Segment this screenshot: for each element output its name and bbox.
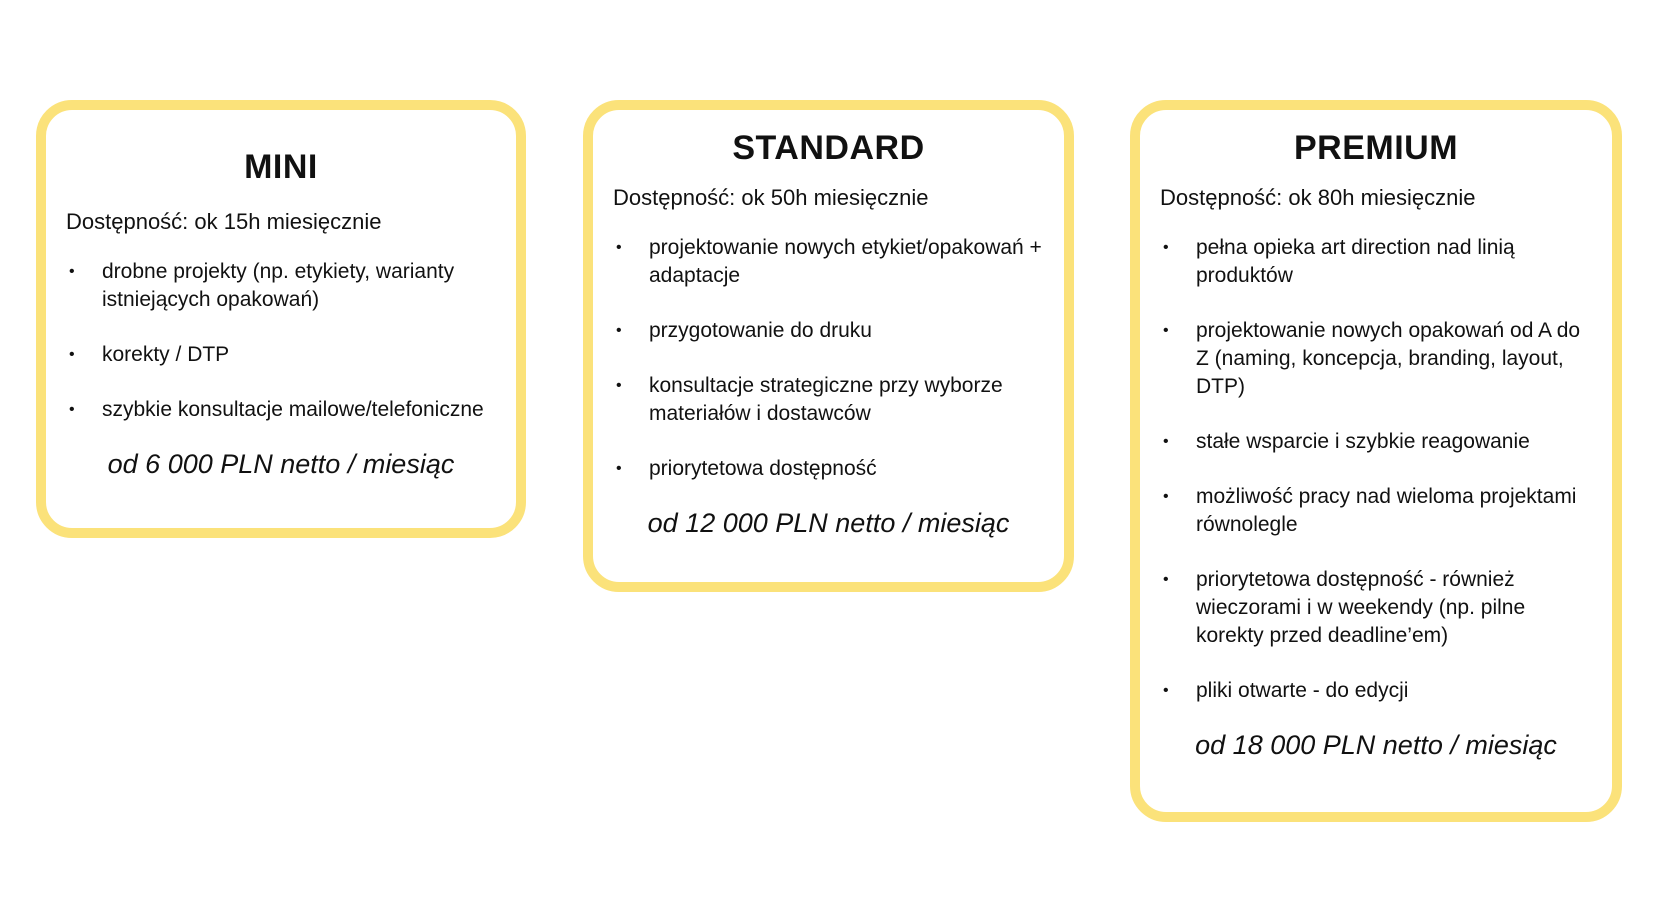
plan-price: od 18 000 PLN netto / miesiąc xyxy=(1195,730,1557,760)
feature-text: priorytetowa dostępność - również wieczorami i w weekendy (np. pilne korekty przed deadline’em) xyxy=(1196,568,1526,647)
plan-card-premium xyxy=(1130,100,1622,822)
plan-card-standard xyxy=(583,100,1074,592)
bullet-icon: • xyxy=(616,322,622,339)
bullet-icon: • xyxy=(1163,488,1169,505)
feature-text: pliki otwarte - do edycji xyxy=(1196,679,1409,702)
feature-item xyxy=(66,258,496,314)
feature-item xyxy=(1160,677,1592,705)
feature-item xyxy=(613,317,1044,345)
bullet-icon: • xyxy=(1163,433,1169,450)
feature-text: możliwość pracy nad wieloma projektami równolegle xyxy=(1196,485,1577,536)
feature-text: przygotowanie do druku xyxy=(649,319,872,342)
feature-item xyxy=(66,396,496,424)
plan-title: PREMIUM xyxy=(1293,129,1459,167)
feature-list xyxy=(613,234,1044,483)
feature-text: korekty / DTP xyxy=(102,343,230,366)
bullet-icon: • xyxy=(1163,322,1169,339)
feature-text: szybkie konsultacje mailowe/telefoniczne xyxy=(102,398,484,421)
feature-text: priorytetowa dostępność xyxy=(649,457,877,480)
feature-item xyxy=(1160,317,1592,401)
feature-item xyxy=(613,455,1044,483)
feature-item xyxy=(66,341,496,369)
bullet-icon: • xyxy=(616,239,622,256)
plan-availability: Dostępność: ok 50h miesięcznie xyxy=(613,185,929,210)
plan-availability: Dostępność: ok 80h miesięcznie xyxy=(1160,185,1476,210)
feature-item xyxy=(613,372,1044,428)
plan-availability: Dostępność: ok 15h miesięcznie xyxy=(66,209,382,234)
feature-text: projektowanie nowych opakowań od A do Z (naming, koncepcja, branding, layout, DTP) xyxy=(1196,319,1581,398)
feature-text: projektowanie nowych etykiet/opakowań + adaptacje xyxy=(649,236,1042,287)
bullet-icon: • xyxy=(69,346,75,363)
plan-price: od 6 000 PLN netto / miesiąc xyxy=(107,449,455,479)
bullet-icon: • xyxy=(616,460,622,477)
bullet-icon: • xyxy=(1163,682,1169,699)
plan-title: STANDARD xyxy=(732,129,925,167)
feature-text: konsultacje strategiczne przy wyborze materiałów i dostawców xyxy=(649,374,1003,425)
bullet-icon: • xyxy=(616,377,622,394)
bullet-icon: • xyxy=(1163,571,1169,588)
feature-text: pełna opieka art direction nad linią produktów xyxy=(1196,236,1515,287)
feature-item xyxy=(1160,483,1592,539)
bullet-icon: • xyxy=(69,263,75,280)
feature-item xyxy=(1160,234,1592,290)
bullet-icon: • xyxy=(69,401,75,418)
feature-list xyxy=(66,258,496,424)
plan-title: MINI xyxy=(244,148,318,186)
feature-list xyxy=(1160,234,1592,705)
plan-card-mini xyxy=(36,100,526,538)
feature-text: stałe wsparcie i szybkie reagowanie xyxy=(1196,430,1530,453)
feature-item xyxy=(613,234,1044,290)
feature-text: drobne projekty (np. etykiety, warianty istniejących opakowań) xyxy=(102,260,455,311)
bullet-icon: • xyxy=(1163,239,1169,256)
plan-price: od 12 000 PLN netto / miesiąc xyxy=(647,508,1010,538)
feature-item xyxy=(1160,566,1592,650)
feature-item xyxy=(1160,428,1592,456)
